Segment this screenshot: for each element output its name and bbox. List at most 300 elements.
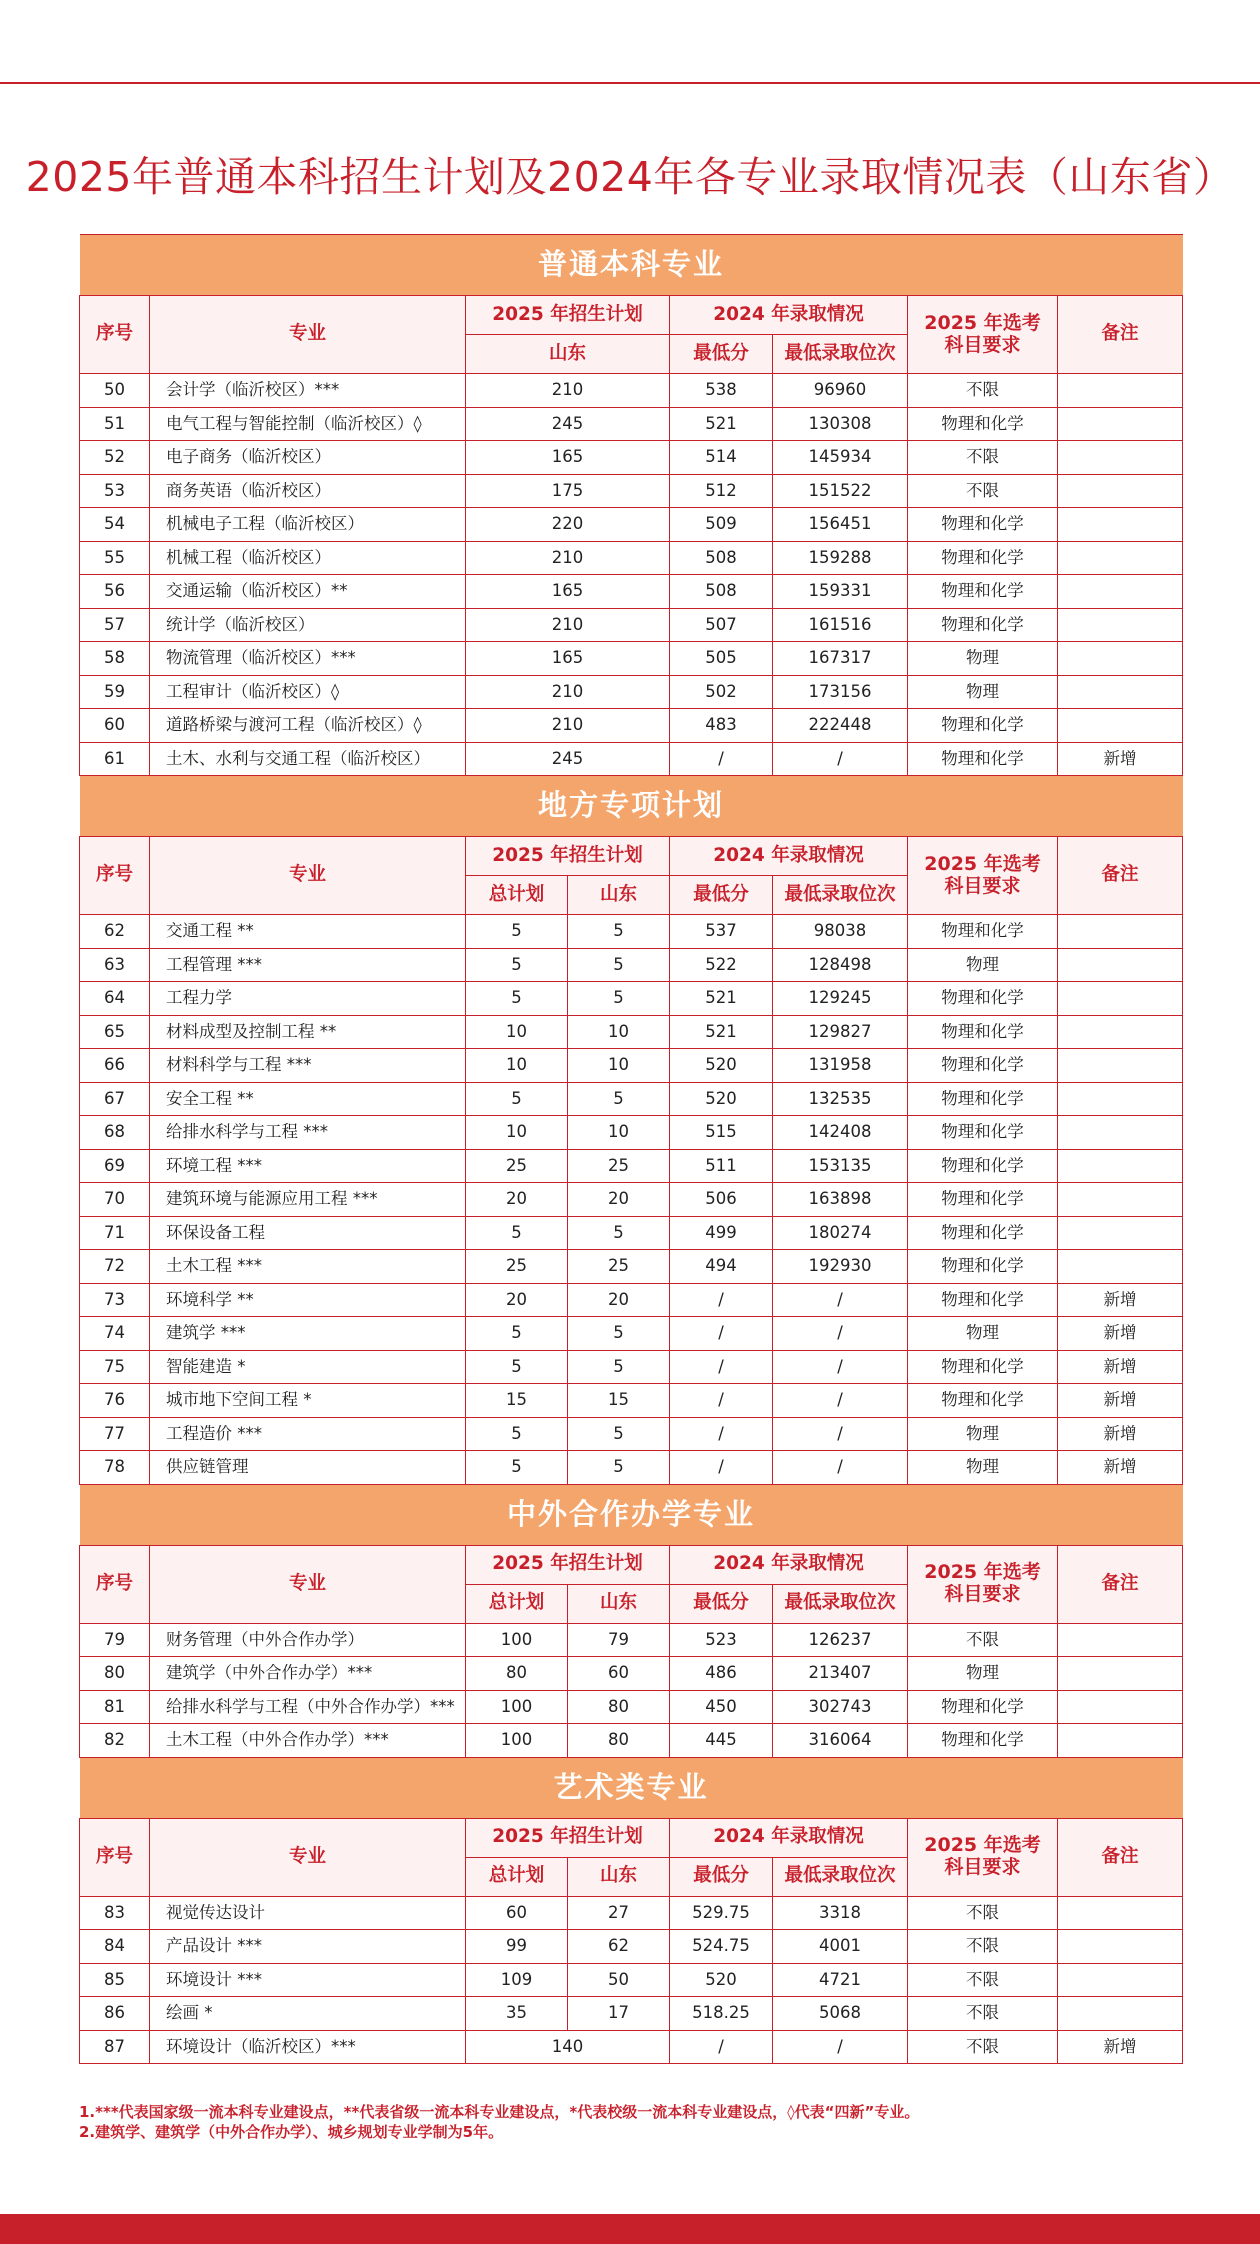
cell-min-rank: 128498 xyxy=(773,948,908,982)
cell-remark xyxy=(1058,1183,1183,1217)
cell-shandong: 20 xyxy=(568,1183,670,1217)
header-plan-2025: 2025 年招生计划 xyxy=(466,837,670,876)
cell-total-plan: 5 xyxy=(466,982,568,1016)
cell-total-plan: 10 xyxy=(466,1015,568,1049)
cell-min-score: / xyxy=(670,742,773,776)
cell-remark: 新增 xyxy=(1058,2030,1183,2064)
cell-major: 智能建造 * xyxy=(150,1350,466,1384)
cell-major: 材料成型及控制工程 ** xyxy=(150,1015,466,1049)
cell-major: 环境工程 *** xyxy=(150,1149,466,1183)
header-subject-req-text: 2025 年选考科目要求 xyxy=(924,852,1041,897)
cell-shandong: 10 xyxy=(568,1049,670,1083)
cell-seq: 87 xyxy=(80,2030,150,2064)
cell-seq: 72 xyxy=(80,1250,150,1284)
cell-min-score: 486 xyxy=(670,1657,773,1691)
cell-min-score: 508 xyxy=(670,575,773,609)
cell-subject: 物理 xyxy=(908,1657,1058,1691)
cell-seq: 78 xyxy=(80,1451,150,1485)
cell-total-plan: 5 xyxy=(466,915,568,949)
header-plan-2025: 2025 年招生计划 xyxy=(466,296,670,335)
table-header-row xyxy=(80,1818,1183,1857)
cell-subject: 物理和化学 xyxy=(908,1082,1058,1116)
cell-min-score: 511 xyxy=(670,1149,773,1183)
cell-seq: 55 xyxy=(80,541,150,575)
cell-major: 商务英语（临沂校区） xyxy=(150,474,466,508)
cell-min-score: / xyxy=(670,2030,773,2064)
cell-total-plan: 5 xyxy=(466,948,568,982)
cell-subject: 物理和化学 xyxy=(908,1724,1058,1758)
cell-seq: 81 xyxy=(80,1690,150,1724)
cell-seq: 77 xyxy=(80,1417,150,1451)
cell-remark xyxy=(1058,575,1183,609)
table-row xyxy=(80,1963,1183,1997)
cell-min-score: 515 xyxy=(670,1116,773,1150)
cell-min-score: 445 xyxy=(670,1724,773,1758)
cell-shandong: 62 xyxy=(568,1930,670,1964)
cell-major: 建筑学 *** xyxy=(150,1317,466,1351)
cell-min-rank: 159288 xyxy=(773,541,908,575)
cell-subject: 物理和化学 xyxy=(908,982,1058,1016)
cell-shandong: 175 xyxy=(466,474,670,508)
cell-min-rank: 126237 xyxy=(773,1623,908,1657)
cell-subject: 不限 xyxy=(908,1896,1058,1930)
cell-major: 给排水科学与工程 *** xyxy=(150,1116,466,1150)
header-remark: 备注 xyxy=(1058,1545,1183,1623)
cell-major: 绘画 * xyxy=(150,1997,466,2031)
cell-seq: 56 xyxy=(80,575,150,609)
cell-total-plan: 10 xyxy=(466,1049,568,1083)
header-shandong: 山东 xyxy=(568,876,670,915)
section-title: 中外合作办学专业 xyxy=(80,1484,1183,1545)
header-remark: 备注 xyxy=(1058,296,1183,374)
cell-major: 工程造价 *** xyxy=(150,1417,466,1451)
cell-remark xyxy=(1058,1657,1183,1691)
cell-subject: 物理和化学 xyxy=(908,575,1058,609)
table-row xyxy=(80,1082,1183,1116)
table-row xyxy=(80,982,1183,1016)
cell-total-plan: 100 xyxy=(466,1724,568,1758)
cell-shandong: 165 xyxy=(466,441,670,475)
cell-remark xyxy=(1058,608,1183,642)
cell-min-rank: 96960 xyxy=(773,374,908,408)
cell-min-rank: 131958 xyxy=(773,1049,908,1083)
cell-remark xyxy=(1058,441,1183,475)
cell-subject: 物理和化学 xyxy=(908,1049,1058,1083)
cell-total-plan: 99 xyxy=(466,1930,568,1964)
header-seq: 序号 xyxy=(80,1818,150,1896)
cell-seq: 74 xyxy=(80,1317,150,1351)
cell-min-rank: 159331 xyxy=(773,575,908,609)
cell-remark: 新增 xyxy=(1058,742,1183,776)
cell-shandong: 210 xyxy=(466,709,670,743)
cell-shandong: 245 xyxy=(466,742,670,776)
cell-subject: 物理和化学 xyxy=(908,508,1058,542)
header-major: 专业 xyxy=(150,1545,466,1623)
cell-remark: 新增 xyxy=(1058,1283,1183,1317)
cell-min-rank: 3318 xyxy=(773,1896,908,1930)
cell-min-score: 524.75 xyxy=(670,1930,773,1964)
cell-min-rank: / xyxy=(773,1451,908,1485)
table-row xyxy=(80,1384,1183,1418)
cell-shandong: 60 xyxy=(568,1657,670,1691)
cell-remark xyxy=(1058,508,1183,542)
header-remark: 备注 xyxy=(1058,1818,1183,1896)
cell-min-score: 507 xyxy=(670,608,773,642)
cell-seq: 79 xyxy=(80,1623,150,1657)
cell-shandong: 79 xyxy=(568,1623,670,1657)
cell-subject: 物理和化学 xyxy=(908,709,1058,743)
cell-min-rank: 142408 xyxy=(773,1116,908,1150)
header-subject-req-text: 2025 年选考科目要求 xyxy=(924,1834,1041,1878)
table-header-row xyxy=(80,837,1183,876)
cell-total-plan: 35 xyxy=(466,1997,568,2031)
cell-total-plan: 5 xyxy=(466,1317,568,1351)
cell-subject: 物理和化学 xyxy=(908,742,1058,776)
cell-shandong: 210 xyxy=(466,374,670,408)
header-major: 专业 xyxy=(150,1818,466,1896)
cell-major: 建筑环境与能源应用工程 *** xyxy=(150,1183,466,1217)
cell-seq: 67 xyxy=(80,1082,150,1116)
header-min-rank: 最低录取位次 xyxy=(773,335,908,374)
table-row xyxy=(80,374,1183,408)
cell-seq: 85 xyxy=(80,1963,150,1997)
cell-major: 财务管理（中外合作办学） xyxy=(150,1623,466,1657)
table-row xyxy=(80,441,1183,475)
header-shandong: 山东 xyxy=(466,335,670,374)
table-row xyxy=(80,1724,1183,1758)
cell-seq: 76 xyxy=(80,1384,150,1418)
cell-min-score: 508 xyxy=(670,541,773,575)
cell-min-score: / xyxy=(670,1417,773,1451)
cell-min-score: 538 xyxy=(670,374,773,408)
cell-subject: 不限 xyxy=(908,1963,1058,1997)
cell-major: 物流管理（临沂校区）*** xyxy=(150,642,466,676)
cell-seq: 54 xyxy=(80,508,150,542)
cell-seq: 84 xyxy=(80,1930,150,1964)
header-total-plan: 总计划 xyxy=(466,1584,568,1623)
cell-subject: 物理 xyxy=(908,1417,1058,1451)
cell-total-plan: 20 xyxy=(466,1183,568,1217)
cell-min-rank: / xyxy=(773,2030,908,2064)
cell-subject: 物理和化学 xyxy=(908,1149,1058,1183)
cell-shandong: 5 xyxy=(568,948,670,982)
cell-total-plan: 5 xyxy=(466,1417,568,1451)
header-subject-req-text: 2025 年选考科目要求 xyxy=(924,311,1041,356)
cell-subject: 物理和化学 xyxy=(908,1015,1058,1049)
cell-total-plan: 5 xyxy=(466,1082,568,1116)
cell-min-rank: 98038 xyxy=(773,915,908,949)
cell-seq: 57 xyxy=(80,608,150,642)
cell-major: 道路桥梁与渡河工程（临沂校区）◊ xyxy=(150,709,466,743)
header-plan-2025: 2025 年招生计划 xyxy=(466,1545,670,1584)
section-header xyxy=(80,1757,1183,1818)
table-row xyxy=(80,709,1183,743)
cell-remark xyxy=(1058,1724,1183,1758)
cell-min-score: 520 xyxy=(670,1082,773,1116)
table-row xyxy=(80,1317,1183,1351)
cell-subject: 物理和化学 xyxy=(908,1183,1058,1217)
cell-seq: 50 xyxy=(80,374,150,408)
cell-subject: 不限 xyxy=(908,1997,1058,2031)
cell-remark xyxy=(1058,1623,1183,1657)
cell-min-rank: 163898 xyxy=(773,1183,908,1217)
cell-min-rank: 132535 xyxy=(773,1082,908,1116)
table-row xyxy=(80,1657,1183,1691)
cell-remark xyxy=(1058,642,1183,676)
cell-remark xyxy=(1058,374,1183,408)
cell-remark: 新增 xyxy=(1058,1317,1183,1351)
cell-min-score: 502 xyxy=(670,675,773,709)
cell-subject: 物理和化学 xyxy=(908,1350,1058,1384)
cell-major: 交通运输（临沂校区）** xyxy=(150,575,466,609)
cell-subject: 物理和化学 xyxy=(908,1250,1058,1284)
section-header xyxy=(80,1484,1183,1545)
header-major: 专业 xyxy=(150,296,466,374)
cell-remark xyxy=(1058,1896,1183,1930)
table-row xyxy=(80,1049,1183,1083)
cell-major: 供应链管理 xyxy=(150,1451,466,1485)
header-min-score: 最低分 xyxy=(670,876,773,915)
cell-shandong: 17 xyxy=(568,1997,670,2031)
cell-remark xyxy=(1058,982,1183,1016)
cell-major: 建筑学（中外合作办学）*** xyxy=(150,1657,466,1691)
cell-seq: 65 xyxy=(80,1015,150,1049)
header-min-score: 最低分 xyxy=(670,1857,773,1896)
cell-subject: 物理 xyxy=(908,1317,1058,1351)
cell-min-score: 529.75 xyxy=(670,1896,773,1930)
cell-shandong: 15 xyxy=(568,1384,670,1418)
cell-subject: 不限 xyxy=(908,2030,1058,2064)
cell-shandong: 50 xyxy=(568,1963,670,1997)
cell-subject: 不限 xyxy=(908,474,1058,508)
cell-shandong: 5 xyxy=(568,915,670,949)
table-row xyxy=(80,575,1183,609)
table-row xyxy=(80,1015,1183,1049)
table-row xyxy=(80,541,1183,575)
header-plan-2025: 2025 年招生计划 xyxy=(466,1818,670,1857)
cell-remark xyxy=(1058,407,1183,441)
table-row xyxy=(80,608,1183,642)
cell-min-score: 537 xyxy=(670,915,773,949)
header-seq: 序号 xyxy=(80,837,150,915)
cell-remark xyxy=(1058,1216,1183,1250)
cell-subject: 物理 xyxy=(908,1451,1058,1485)
cell-total-plan: 25 xyxy=(466,1149,568,1183)
cell-remark xyxy=(1058,915,1183,949)
cell-subject: 不限 xyxy=(908,374,1058,408)
cell-min-rank: 153135 xyxy=(773,1149,908,1183)
cell-shandong: 165 xyxy=(466,575,670,609)
cell-remark xyxy=(1058,1690,1183,1724)
cell-seq: 80 xyxy=(80,1657,150,1691)
table-row xyxy=(80,1930,1183,1964)
cell-min-score: 512 xyxy=(670,474,773,508)
cell-shandong: 10 xyxy=(568,1015,670,1049)
page-title: 2025年普通本科招生计划及2024年各专业录取情况表（山东省） xyxy=(25,153,1235,201)
cell-min-rank: 173156 xyxy=(773,675,908,709)
cell-remark: 新增 xyxy=(1058,1451,1183,1485)
cell-min-score: 523 xyxy=(670,1623,773,1657)
table-row xyxy=(80,1183,1183,1217)
cell-remark xyxy=(1058,1149,1183,1183)
cell-shandong: 5 xyxy=(568,1451,670,1485)
header-subject-req xyxy=(908,837,1058,915)
cell-seq: 63 xyxy=(80,948,150,982)
cell-min-score: 520 xyxy=(670,1049,773,1083)
cell-shandong: 210 xyxy=(466,608,670,642)
header-result-2024: 2024 年录取情况 xyxy=(670,1818,908,1857)
cell-major: 环境科学 ** xyxy=(150,1283,466,1317)
table-row xyxy=(80,948,1183,982)
cell-min-rank: 222448 xyxy=(773,709,908,743)
section-header xyxy=(80,235,1183,296)
cell-remark xyxy=(1058,1250,1183,1284)
cell-total-plan: 60 xyxy=(466,1896,568,1930)
cell-subject: 物理和化学 xyxy=(908,915,1058,949)
cell-remark xyxy=(1058,709,1183,743)
footnote-1: 1.***代表国家级一流本科专业建设点，**代表省级一流本科专业建设点，*代表校级一流本科专业建设点，◊代表“四新”专业。 xyxy=(79,2103,920,2121)
cell-min-score: 450 xyxy=(670,1690,773,1724)
cell-shandong: 5 xyxy=(568,982,670,1016)
cell-seq: 51 xyxy=(80,407,150,441)
cell-total-plan: 5 xyxy=(466,1451,568,1485)
cell-min-score: 521 xyxy=(670,407,773,441)
table-row xyxy=(80,1250,1183,1284)
cell-min-score: 521 xyxy=(670,982,773,1016)
admission-table xyxy=(79,234,1183,2064)
cell-total-plan: 100 xyxy=(466,1690,568,1724)
table-row xyxy=(80,1350,1183,1384)
cell-major: 安全工程 ** xyxy=(150,1082,466,1116)
section-header xyxy=(80,776,1183,837)
cell-total-plan: 100 xyxy=(466,1623,568,1657)
cell-shandong: 5 xyxy=(568,1082,670,1116)
cell-total-plan: 15 xyxy=(466,1384,568,1418)
footnotes xyxy=(79,2102,1199,2142)
cell-seq: 66 xyxy=(80,1049,150,1083)
cell-remark xyxy=(1058,1082,1183,1116)
table-row xyxy=(80,1116,1183,1150)
cell-min-rank: 129827 xyxy=(773,1015,908,1049)
cell-major: 电气工程与智能控制（临沂校区）◊ xyxy=(150,407,466,441)
cell-subject: 物理和化学 xyxy=(908,407,1058,441)
cell-min-score: 520 xyxy=(670,1963,773,1997)
table-row xyxy=(80,2030,1183,2064)
cell-seq: 53 xyxy=(80,474,150,508)
cell-major: 电子商务（临沂校区） xyxy=(150,441,466,475)
cell-remark xyxy=(1058,1963,1183,1997)
cell-major: 土木、水利与交通工程（临沂校区） xyxy=(150,742,466,776)
cell-min-rank: 129245 xyxy=(773,982,908,1016)
header-subject-req xyxy=(908,1545,1058,1623)
cell-total-plan: 25 xyxy=(466,1250,568,1284)
cell-seq: 69 xyxy=(80,1149,150,1183)
header-total-plan: 总计划 xyxy=(466,1857,568,1896)
cell-min-score: 514 xyxy=(670,441,773,475)
cell-subject: 物理和化学 xyxy=(908,541,1058,575)
header-min-rank: 最低录取位次 xyxy=(773,1857,908,1896)
cell-seq: 75 xyxy=(80,1350,150,1384)
cell-shandong: 210 xyxy=(466,541,670,575)
table-row xyxy=(80,1690,1183,1724)
header-result-2024: 2024 年录取情况 xyxy=(670,837,908,876)
cell-major: 环保设备工程 xyxy=(150,1216,466,1250)
header-min-score: 最低分 xyxy=(670,1584,773,1623)
cell-seq: 71 xyxy=(80,1216,150,1250)
cell-remark xyxy=(1058,474,1183,508)
cell-seq: 60 xyxy=(80,709,150,743)
cell-min-rank: 213407 xyxy=(773,1657,908,1691)
cell-min-score: / xyxy=(670,1350,773,1384)
cell-subject: 物理和化学 xyxy=(908,1690,1058,1724)
cell-shandong: 5 xyxy=(568,1317,670,1351)
cell-major: 产品设计 *** xyxy=(150,1930,466,1964)
cell-min-score: / xyxy=(670,1384,773,1418)
cell-major: 会计学（临沂校区）*** xyxy=(150,374,466,408)
header-shandong: 山东 xyxy=(568,1857,670,1896)
cell-shandong: 25 xyxy=(568,1250,670,1284)
cell-major: 机械工程（临沂校区） xyxy=(150,541,466,575)
cell-min-score: 506 xyxy=(670,1183,773,1217)
cell-seq: 61 xyxy=(80,742,150,776)
cell-shandong: 5 xyxy=(568,1216,670,1250)
cell-major: 给排水科学与工程（中外合作办学）*** xyxy=(150,1690,466,1724)
footnote-2: 2.建筑学、建筑学（中外合作办学）、城乡规划专业学制为5年。 xyxy=(79,2123,504,2141)
cell-min-rank: / xyxy=(773,1317,908,1351)
cell-total-plan: 109 xyxy=(466,1963,568,1997)
cell-shandong: 210 xyxy=(466,675,670,709)
header-seq: 序号 xyxy=(80,296,150,374)
cell-remark: 新增 xyxy=(1058,1350,1183,1384)
cell-min-rank: / xyxy=(773,1350,908,1384)
cell-major: 机械电子工程（临沂校区） xyxy=(150,508,466,542)
cell-min-rank: 180274 xyxy=(773,1216,908,1250)
cell-subject: 不限 xyxy=(908,441,1058,475)
cell-subject: 物理和化学 xyxy=(908,608,1058,642)
header-major: 专业 xyxy=(150,837,466,915)
table-row xyxy=(80,742,1183,776)
cell-major: 土木工程 *** xyxy=(150,1250,466,1284)
cell-seq: 58 xyxy=(80,642,150,676)
section-title: 地方专项计划 xyxy=(80,776,1183,837)
cell-major: 工程审计（临沂校区）◊ xyxy=(150,675,466,709)
section-title: 普通本科专业 xyxy=(80,235,1183,296)
cell-subject: 物理 xyxy=(908,675,1058,709)
table-row xyxy=(80,407,1183,441)
table-header-row xyxy=(80,296,1183,335)
cell-plan-merged: 140 xyxy=(466,2030,670,2064)
table-row xyxy=(80,1997,1183,2031)
cell-remark: 新增 xyxy=(1058,1417,1183,1451)
header-total-plan: 总计划 xyxy=(466,876,568,915)
cell-shandong: 245 xyxy=(466,407,670,441)
top-divider-line xyxy=(0,82,1260,84)
cell-shandong: 5 xyxy=(568,1350,670,1384)
header-subject-req xyxy=(908,296,1058,374)
cell-min-rank: 4721 xyxy=(773,1963,908,1997)
cell-min-score: / xyxy=(670,1317,773,1351)
header-min-rank: 最低录取位次 xyxy=(773,1584,908,1623)
cell-major: 统计学（临沂校区） xyxy=(150,608,466,642)
header-min-score: 最低分 xyxy=(670,335,773,374)
cell-subject: 物理和化学 xyxy=(908,1384,1058,1418)
table-row xyxy=(80,642,1183,676)
cell-shandong: 165 xyxy=(466,642,670,676)
cell-shandong: 20 xyxy=(568,1283,670,1317)
cell-shandong: 27 xyxy=(568,1896,670,1930)
table-row xyxy=(80,1451,1183,1485)
header-min-rank: 最低录取位次 xyxy=(773,876,908,915)
